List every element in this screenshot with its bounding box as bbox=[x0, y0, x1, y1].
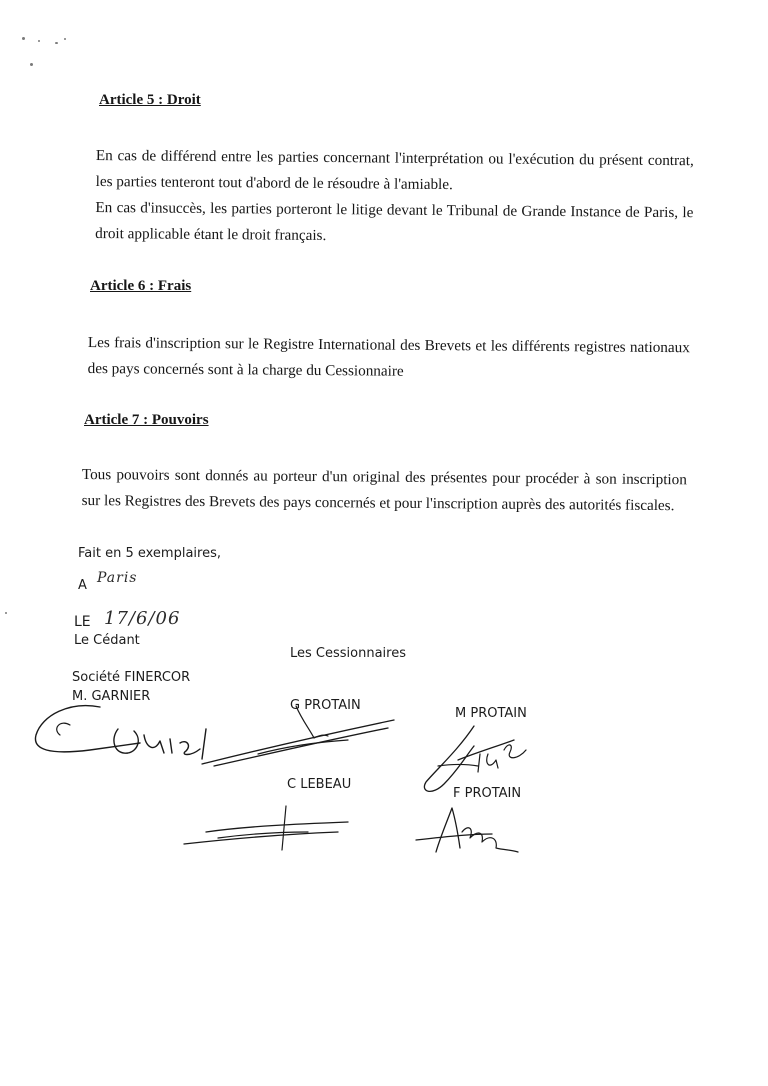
article-7-paragraph-1: Tous pouvoirs sont donnés au porteur d'un original des présentes pour procéder à son inscription sur les Registres des Brevets des pays concernés et pour l'inscription auprès des autorités fiscales. bbox=[81, 465, 687, 515]
date-label: LE bbox=[74, 614, 91, 630]
scan-speck bbox=[22, 37, 25, 40]
place-label: A bbox=[78, 578, 87, 593]
g-protain-signature bbox=[198, 700, 408, 770]
f-protain-signature bbox=[412, 804, 532, 864]
scan-speck bbox=[30, 63, 33, 66]
cedant-signature bbox=[30, 695, 220, 765]
m-protain-signature bbox=[418, 720, 528, 800]
article-6-heading: Article 6 : Frais bbox=[90, 278, 192, 294]
cedant-label: Le Cédant bbox=[74, 633, 140, 648]
signatory-m-protain: M PROTAIN bbox=[455, 706, 527, 721]
cedant-person: M. GARNIER bbox=[72, 689, 151, 704]
date-handwritten: 17/6/06 bbox=[104, 608, 181, 629]
article-5-heading: Article 5 : Droit bbox=[99, 92, 201, 108]
signatory-g-protain: G PROTAIN bbox=[290, 698, 361, 713]
article-6-body bbox=[88, 330, 690, 387]
article-7-body bbox=[82, 462, 687, 519]
signatory-c-lebeau: C LEBEAU bbox=[287, 777, 352, 792]
cedant-company: Société FINERCOR bbox=[72, 670, 191, 685]
c-lebeau-signature bbox=[178, 798, 358, 854]
article-5-paragraph-2: En cas d'insuccès, les parties porteront le litige devant le Tribunal de Grande Instance de Paris, le droit applicable étant le droit français. bbox=[95, 198, 694, 245]
cessionnaires-label: Les Cessionnaires bbox=[290, 646, 406, 661]
article-6-paragraph-1: Les frais d'inscription sur le Registre International des Brevets et les différents registres nationaux des pays concernés sont à la charge du Cessionnaire bbox=[87, 333, 690, 380]
place-handwritten: Paris bbox=[97, 570, 138, 586]
article-5-body bbox=[95, 143, 694, 252]
scan-speck bbox=[55, 42, 58, 44]
article-5-paragraph-1: En cas de différend entre les parties concernant l'interprétation ou l'exécution du présent contrat, les parties tenteront tout d'abord de le résoudre à l'amiable. bbox=[95, 146, 694, 194]
scan-speck bbox=[5, 612, 7, 614]
scan-speck bbox=[64, 38, 66, 40]
scan-speck bbox=[38, 40, 40, 42]
signatory-f-protain: F PROTAIN bbox=[453, 786, 522, 801]
copies-statement: Fait en 5 exemplaires, bbox=[78, 546, 221, 561]
article-7-heading: Article 7 : Pouvoirs bbox=[84, 412, 209, 428]
